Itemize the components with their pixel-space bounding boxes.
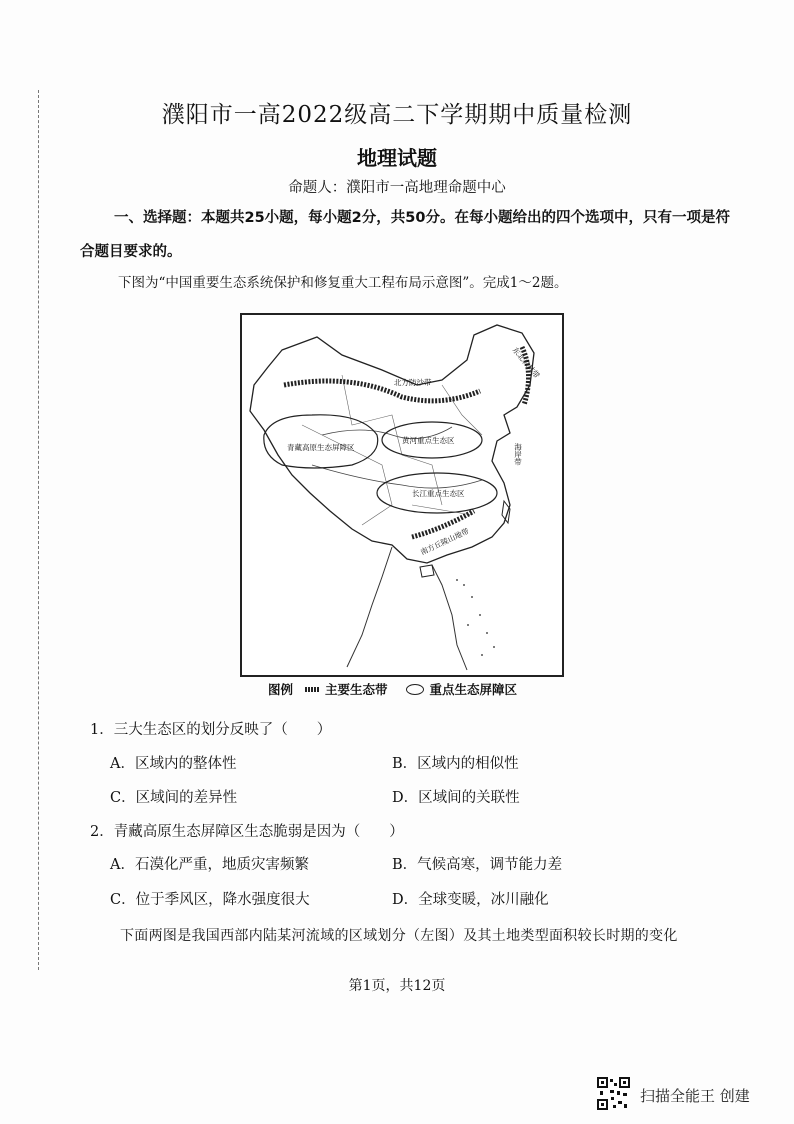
question-2-stem: 2．青藏高原生态屏障区生态脆弱是因为（ ） <box>90 824 404 840</box>
south-sea-islands <box>456 579 495 656</box>
q2-option-d: D．全球变暖，冰川融化 <box>392 892 549 908</box>
binding-dashed-line <box>38 90 39 970</box>
china-outline-map <box>242 315 562 675</box>
legend-belt-label: 主要生态带 <box>325 682 388 697</box>
question-1-stem: 1．三大生态区的划分反映了（ ） <box>90 722 332 738</box>
legend-zone-label: 重点生态屏障区 <box>429 682 518 697</box>
q1-option-a: A．区域内的整体性 <box>110 756 237 772</box>
ecological-map <box>240 313 564 677</box>
label-northeast-belt: 东北森林带 <box>510 345 542 381</box>
author-line: 命题人：濮阳市一高地理命题中心 <box>288 180 506 196</box>
map-legend <box>268 680 517 698</box>
label-yellow-river: 黄河重点生态区 <box>402 436 455 445</box>
label-yangtze: 长江重点生态区 <box>412 489 465 498</box>
legend-title: 图例 <box>268 682 294 697</box>
label-south-hills: 南方丘陵山地带 <box>419 526 471 557</box>
label-qinghai-tibet: 青藏高原生态屏障区 <box>287 443 355 452</box>
subject-title: 地理试题 <box>357 146 437 170</box>
north-belt-sand <box>284 381 480 401</box>
q2-option-c: C．位于季风区，降水强度很大 <box>110 892 310 908</box>
continuation-text: 下面两图是我国西部内陆某河流域的区域划分（左图）及其土地类型面积较长时期的变化 <box>120 928 678 944</box>
label-coastal: 海岸带 <box>513 443 523 466</box>
q1-option-d: D．区域间的关联性 <box>392 790 520 806</box>
exam-title: 濮阳市一高2022级高二下学期期中质量检测 <box>161 102 633 128</box>
page-number: 第1页，共12页 <box>348 978 446 994</box>
q1-option-c: C．区域间的差异性 <box>110 790 238 806</box>
river-yangtze <box>312 465 482 488</box>
q1-option-b: B．区域内的相似性 <box>392 756 519 772</box>
belt-symbol-icon <box>305 687 319 692</box>
qr-code-icon <box>597 1077 630 1110</box>
q2-option-a: A．石漠化严重，地质灾害频繁 <box>110 857 309 873</box>
ring-symbol-icon <box>406 684 424 695</box>
island-hainan <box>420 565 434 577</box>
section-heading: 一、选择题：本题共25小题，每小题2分，共50分。在每小题给出的四个选项中，只有一项是符合题目要求的。 <box>80 210 730 260</box>
scanner-watermark: 扫描全能王 创建 <box>640 1087 750 1105</box>
label-north-belt: 北方防沙带 <box>394 378 432 387</box>
island-taiwan <box>502 501 510 523</box>
q2-option-b: B．气候高寒，调节能力差 <box>392 857 563 873</box>
map-intro-text: 下图为“中国重要生态系统保护和修复重大工程布局示意图”。完成1～2题。 <box>118 275 568 291</box>
sea-coast <box>347 547 467 670</box>
